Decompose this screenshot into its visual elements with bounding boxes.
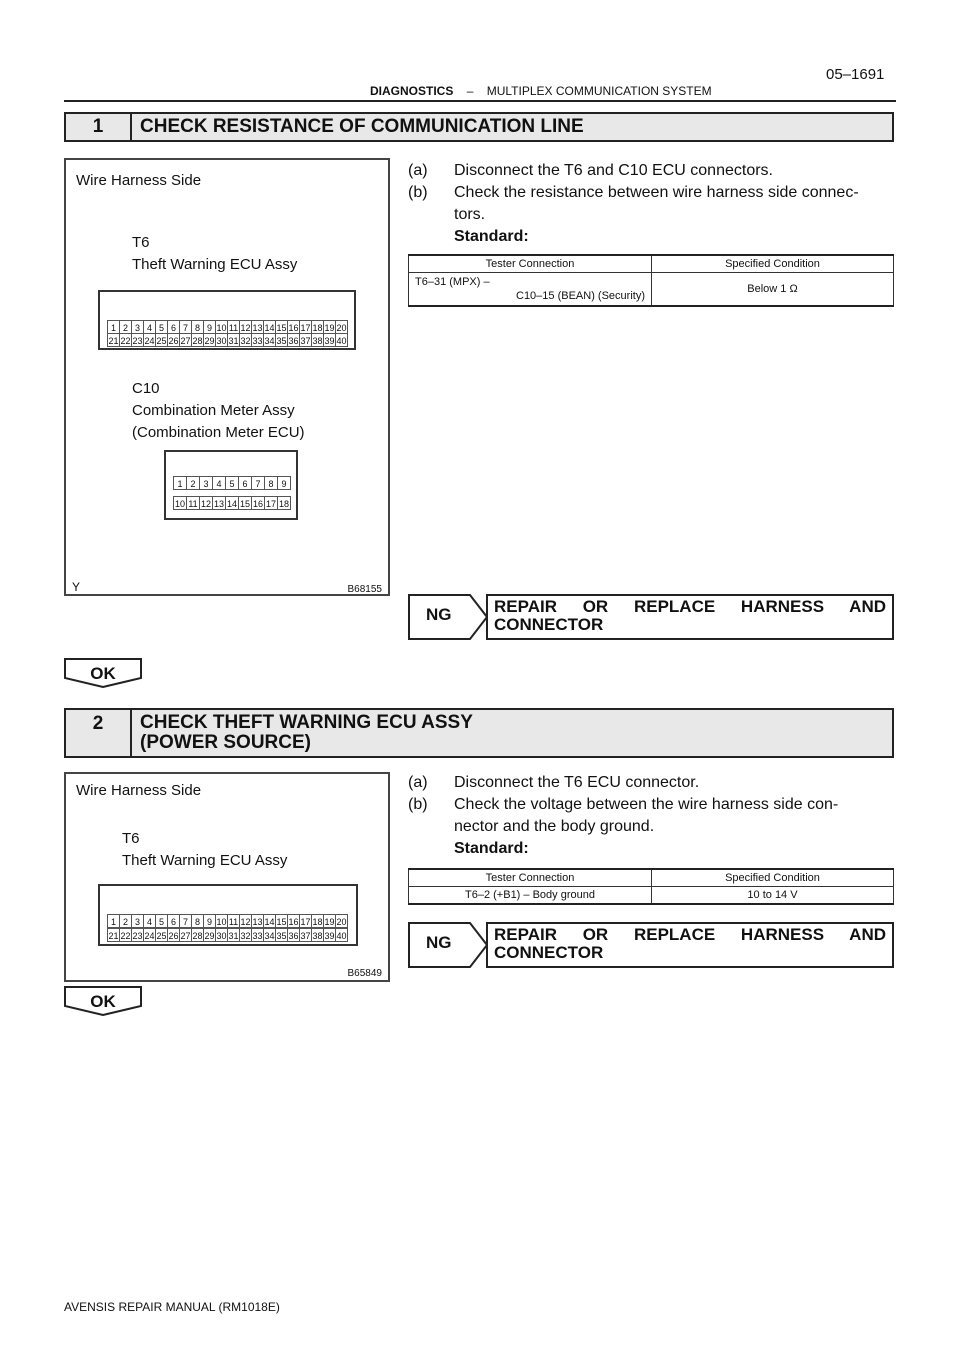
connector-code-c10: C10 (132, 380, 160, 397)
step-2-instructions (408, 772, 838, 860)
connector-pin: 17 (299, 320, 312, 334)
step-1-header (64, 112, 894, 142)
step-title-line: (POWER SOURCE) (140, 732, 311, 753)
ng-action-box (486, 922, 894, 968)
connector-pin: 10 (173, 496, 187, 510)
step-title (140, 713, 473, 753)
connector-pin: 5 (155, 914, 168, 928)
connector-pin: 10 (215, 914, 228, 928)
connector-pin: 32 (239, 333, 252, 347)
ng-line: CONNECTOR (494, 615, 604, 634)
connector-pin: 15 (275, 914, 288, 928)
connector-pin: 9 (203, 320, 216, 334)
table-row (409, 273, 894, 307)
instr-label: (a) (408, 774, 428, 791)
connector-pin: 27 (179, 333, 192, 347)
connector-pin: 12 (239, 320, 252, 334)
wiring-figure-2 (64, 772, 390, 982)
connector-pin: 22 (119, 333, 132, 347)
connector-pin: 8 (191, 320, 204, 334)
connector-pin: 4 (143, 914, 156, 928)
connector-pin: 19 (323, 914, 336, 928)
connector-pin: 30 (215, 333, 228, 347)
connector-pin: 2 (186, 476, 200, 490)
pin-row-bottom (108, 928, 348, 942)
connector-pin: 13 (251, 914, 264, 928)
connector-pin: 6 (167, 320, 180, 334)
corner-mark: Y (72, 580, 81, 594)
connector-pin: 3 (131, 914, 144, 928)
connector-pin: 25 (155, 333, 168, 347)
connector-pin: 18 (277, 496, 291, 510)
standard-label: Standard: (454, 840, 529, 857)
step-number: 2 (66, 710, 132, 756)
instr-text-cont: nector and the body ground. (454, 818, 655, 835)
instr-text: Disconnect the T6 ECU connector. (454, 774, 700, 791)
figure-id: B68155 (347, 584, 382, 595)
ng-action-text (494, 598, 886, 634)
connector-pin: 17 (299, 914, 312, 928)
instr-label: (b) (408, 184, 428, 201)
ng-action-text (494, 926, 886, 962)
ng-label: NG (426, 605, 452, 624)
connector-pin: 2 (119, 320, 132, 334)
connector-pin: 21 (107, 928, 120, 942)
header-section: DIAGNOSTICS (370, 84, 454, 98)
ng-label: NG (426, 933, 452, 952)
connector-pin: 13 (251, 320, 264, 334)
pin-row-bottom (108, 333, 348, 347)
step-2-header (64, 708, 894, 758)
cell-line: T6–31 (MPX) – (415, 276, 490, 288)
connector-pin: 16 (287, 914, 300, 928)
pin-row-top (108, 914, 348, 928)
connector-pin: 35 (275, 333, 288, 347)
connector-pin: 1 (173, 476, 187, 490)
step-title: CHECK RESISTANCE OF COMMUNICATION LINE (140, 116, 584, 137)
ng-line: CONNECTOR (494, 943, 604, 962)
ng-action-box (486, 594, 894, 640)
connector-pin: 39 (323, 333, 336, 347)
connector-pin: 14 (263, 914, 276, 928)
page-number: 05–1691 (826, 66, 885, 83)
table-header: Specified Condition (652, 255, 894, 273)
connector-pin: 5 (225, 476, 239, 490)
connector-pin: 9 (277, 476, 291, 490)
header-subsection: MULTIPLEX COMMUNICATION SYSTEM (486, 84, 712, 98)
connector-pin: 37 (299, 928, 312, 942)
connector-pin: 24 (143, 333, 156, 347)
connector-pin: 40 (335, 928, 348, 942)
connector-pin: 31 (227, 333, 240, 347)
connector-pin: 1 (107, 320, 120, 334)
connector-pin: 33 (251, 928, 264, 942)
connector-pin: 6 (238, 476, 252, 490)
connector-pin: 25 (155, 928, 168, 942)
connector-pin: 20 (335, 914, 348, 928)
connector-name-c10: Combination Meter Assy (132, 402, 295, 419)
table-row (409, 887, 894, 905)
connector-pin: 14 (225, 496, 239, 510)
cell-line: C10–15 (BEAN) (Security) (516, 290, 645, 302)
connector-pin: 11 (227, 914, 240, 928)
connector-pin: 3 (199, 476, 213, 490)
connector-pin: 36 (287, 928, 300, 942)
ng-line: REPAIR OR REPLACE HARNESS AND (494, 925, 886, 944)
table-cell (409, 273, 652, 307)
ok-result-2 (64, 986, 142, 1016)
connector-pin: 40 (335, 333, 348, 347)
pin-row-top (108, 320, 348, 334)
instr-label: (a) (408, 162, 428, 179)
connector-pin: 5 (155, 320, 168, 334)
connector-c10-diagram (164, 450, 298, 520)
connector-pin: 37 (299, 333, 312, 347)
connector-pin: 22 (119, 928, 132, 942)
connector-pin: 3 (131, 320, 144, 334)
wiring-figure-1 (64, 158, 390, 596)
ng-line: REPAIR OR REPLACE HARNESS AND (494, 597, 886, 616)
pin-row-top (174, 476, 291, 490)
connector-pin: 15 (238, 496, 252, 510)
table-header: Tester Connection (409, 869, 652, 887)
connector-code-t6: T6 (132, 234, 150, 251)
connector-pin: 11 (227, 320, 240, 334)
connector-pin: 13 (212, 496, 226, 510)
connector-pin: 4 (143, 320, 156, 334)
running-header (370, 84, 712, 98)
ok-label: OK (90, 992, 116, 1011)
connector-pin: 9 (203, 914, 216, 928)
standard-label: Standard: (454, 228, 529, 245)
connector-pin: 35 (275, 928, 288, 942)
connector-pin: 23 (131, 928, 144, 942)
connector-pin: 7 (251, 476, 265, 490)
spec-table-2 (408, 868, 894, 905)
instr-text: Check the resistance between wire harness side connec- (454, 184, 859, 201)
connector-pin: 21 (107, 333, 120, 347)
connector-t6-diagram (98, 290, 356, 350)
connector-pin: 17 (264, 496, 278, 510)
connector-pin: 26 (167, 928, 180, 942)
connector-pin: 26 (167, 333, 180, 347)
connector-name-t6: Theft Warning ECU Assy (132, 256, 298, 273)
connector-pin: 16 (251, 496, 265, 510)
ng-result-2 (408, 922, 894, 968)
footer-manual: AVENSIS REPAIR MANUAL (RM1018E) (64, 1300, 280, 1314)
step-title-line: CHECK THEFT WARNING ECU ASSY (140, 712, 473, 733)
table-cell: Below 1 Ω (652, 273, 894, 307)
table-header: Specified Condition (652, 869, 894, 887)
pin-row-bottom (174, 496, 291, 510)
step-1-instructions (408, 160, 859, 248)
connector-pin: 34 (263, 928, 276, 942)
table-header: Tester Connection (409, 255, 652, 273)
connector-pin: 29 (203, 928, 216, 942)
connector-pin: 39 (323, 928, 336, 942)
connector-pin: 38 (311, 333, 324, 347)
connector-pin: 30 (215, 928, 228, 942)
connector-pin: 7 (179, 914, 192, 928)
instr-text: Disconnect the T6 and C10 ECU connectors. (454, 162, 773, 179)
figure-caption: Wire Harness Side (76, 782, 202, 799)
connector-pin: 38 (311, 928, 324, 942)
connector-pin: 23 (131, 333, 144, 347)
connector-pin: 4 (212, 476, 226, 490)
connector-pin: 32 (239, 928, 252, 942)
connector-pin: 20 (335, 320, 348, 334)
connector-pin: 8 (264, 476, 278, 490)
connector-pin: 18 (311, 914, 324, 928)
connector-pin: 1 (107, 914, 120, 928)
connector-pin: 7 (179, 320, 192, 334)
connector-pin: 8 (191, 914, 204, 928)
instr-text: Check the voltage between the wire harness side con- (454, 796, 839, 813)
figure-caption: Wire Harness Side (76, 172, 202, 189)
connector-pin: 11 (186, 496, 200, 510)
table-cell: T6–2 (+B1) – Body ground (409, 887, 652, 905)
connector-name-t6: Theft Warning ECU Assy (122, 852, 288, 869)
connector-pin: 31 (227, 928, 240, 942)
connector-pin: 29 (203, 333, 216, 347)
connector-t6-diagram (98, 884, 358, 946)
connector-pin: 28 (191, 333, 204, 347)
connector-pin: 27 (179, 928, 192, 942)
connector-pin: 28 (191, 928, 204, 942)
connector-pin: 10 (215, 320, 228, 334)
spec-table-1 (408, 254, 894, 307)
connector-pin: 18 (311, 320, 324, 334)
ng-result-1 (408, 594, 894, 640)
connector-pin: 6 (167, 914, 180, 928)
header-rule (64, 100, 896, 102)
step-number: 1 (66, 114, 132, 140)
header-separator: – (466, 84, 474, 98)
connector-pin: 12 (239, 914, 252, 928)
connector-pin: 36 (287, 333, 300, 347)
ok-label: OK (90, 664, 116, 683)
instr-label: (b) (408, 796, 428, 813)
connector-pin: 14 (263, 320, 276, 334)
connector-pin: 19 (323, 320, 336, 334)
instr-text-cont: tors. (454, 206, 486, 223)
connector-pin: 2 (119, 914, 132, 928)
connector-pin: 34 (263, 333, 276, 347)
connector-pin: 24 (143, 928, 156, 942)
connector-pin: 33 (251, 333, 264, 347)
ok-result-1 (64, 658, 142, 688)
connector-pin: 15 (275, 320, 288, 334)
figure-id: B65849 (347, 968, 382, 979)
connector-pin: 16 (287, 320, 300, 334)
connector-sub-c10: (Combination Meter ECU) (132, 424, 305, 441)
connector-pin: 12 (199, 496, 213, 510)
connector-code-t6: T6 (122, 830, 140, 847)
table-cell: 10 to 14 V (652, 887, 894, 905)
